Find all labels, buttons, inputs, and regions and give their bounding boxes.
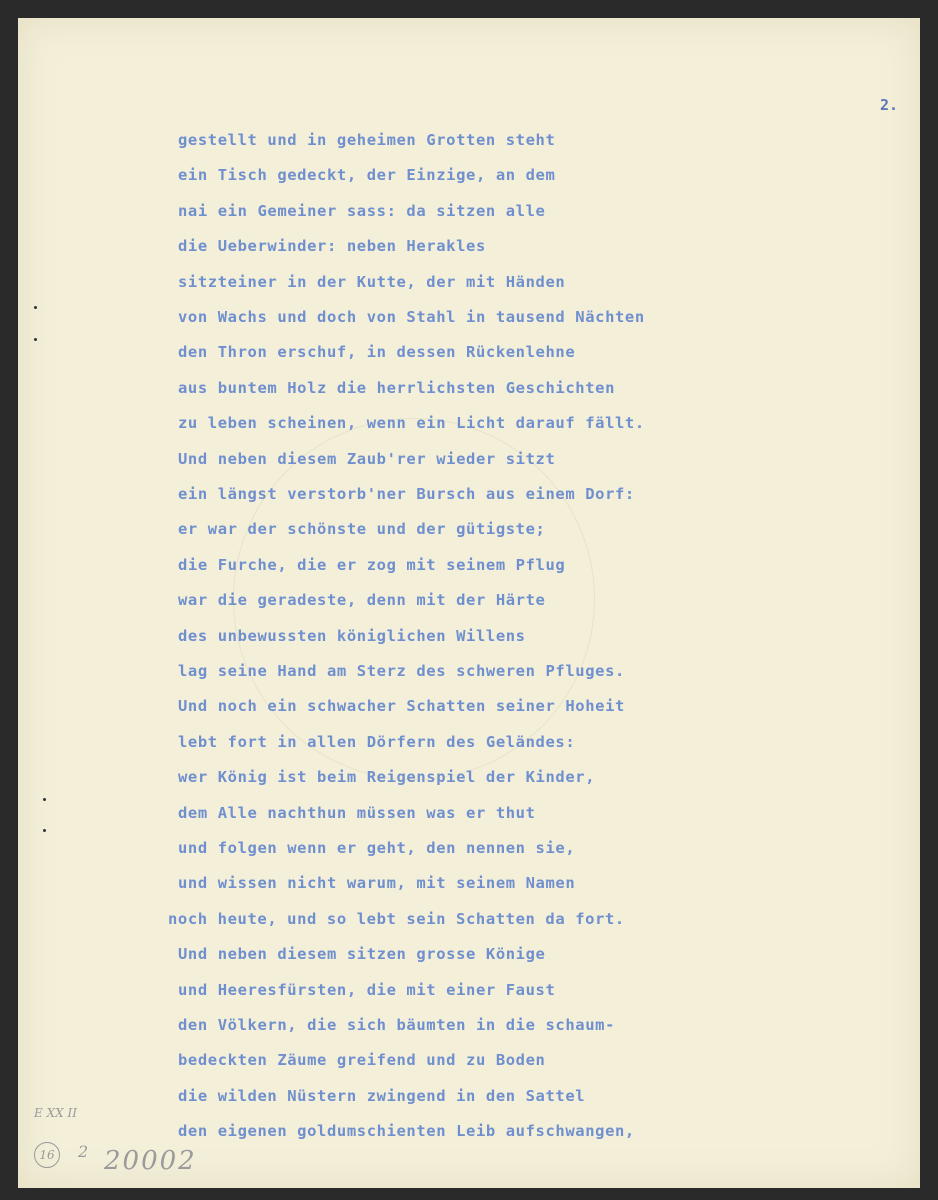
text-line: lebt fort in allen Dörfern des Geländes:: [178, 732, 576, 751]
text-line: Und neben diesem sitzen grosse Könige: [178, 945, 546, 964]
text-line: und Heeresfürsten, die mit einer Faust: [178, 980, 556, 999]
text-line: den Thron erschuf, in dessen Rückenlehne: [178, 343, 576, 362]
text-line: bedeckten Zäume greifend und zu Boden: [178, 1051, 546, 1070]
text-line: aus buntem Holz die herrlichsten Geschichten: [178, 378, 615, 397]
text-line: Und neben diesem Zaub'rer wieder sitzt: [178, 449, 556, 468]
text-line: dem Alle nachthun müssen was er thut: [178, 803, 536, 822]
catalog-number: 20002: [104, 1146, 197, 1176]
text-line: wer König ist beim Reigenspiel der Kinder,: [178, 768, 596, 787]
text-line: sitzteiner in der Kutte, der mit Händen: [178, 272, 566, 291]
text-line: lag seine Hand am Sterz des schweren Pfluges.: [178, 662, 625, 680]
text-line: die wilden Nüstern zwingend in den Sattel: [178, 1086, 586, 1105]
text-line: gestellt und in geheimen Grotten steht: [178, 131, 556, 149]
text-line: zu leben scheinen, wenn ein Licht darauf fällt.: [178, 414, 645, 433]
text-line: er war der schönste und der gütigste;: [178, 520, 546, 539]
text-line: den Völkern, die sich bäumten in die schaum-: [178, 1016, 615, 1034]
text-line: ein längst verstorb'ner Bursch aus einem Dorf:: [178, 485, 635, 503]
text-line: ein Tisch gedeckt, der Einzige, an dem: [178, 166, 556, 185]
circled-number: 16: [34, 1142, 60, 1168]
margin-dot: [34, 338, 37, 341]
shelf-mark: E XX II: [34, 1106, 77, 1120]
margin-dot: [34, 306, 37, 309]
text-line: des unbewussten königlichen Willens: [178, 626, 526, 645]
document-page: [18, 18, 920, 1188]
text-line: war die geradeste, denn mit der Härte: [178, 591, 546, 610]
text-line: den eigenen goldumschienten Leib aufschwangen,: [178, 1122, 635, 1141]
text-line: Und noch ein schwacher Schatten seiner Hoheit: [178, 697, 625, 716]
margin-dot: [43, 829, 46, 832]
text-line: noch heute, und so lebt sein Schatten da fort.: [168, 909, 625, 928]
margin-dot: [43, 798, 46, 801]
number-suffix: 2: [78, 1142, 89, 1161]
text-line: und folgen wenn er geht, den nennen sie,: [178, 839, 576, 857]
text-line: die Furche, die er zog mit seinem Pflug: [178, 555, 566, 574]
text-line: von Wachs und doch von Stahl in tausend Nächten: [178, 308, 645, 326]
text-line: nai ein Gemeiner sass: da sitzen alle: [178, 201, 546, 220]
text-line: die Ueberwinder: neben Herakles: [178, 237, 486, 256]
text-line: und wissen nicht warum, mit seinem Namen: [178, 874, 576, 893]
page-number: 2.: [880, 96, 899, 114]
